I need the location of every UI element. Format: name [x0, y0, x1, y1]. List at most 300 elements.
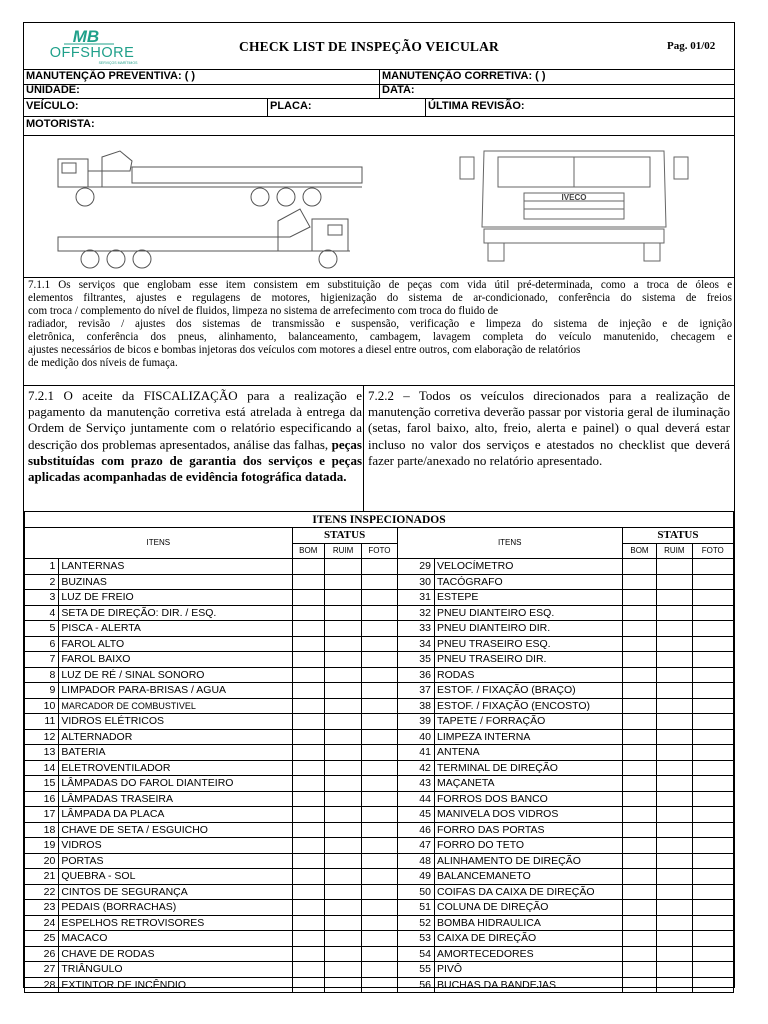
- item-name: FORRO DAS PORTAS: [434, 822, 622, 838]
- ruim-checkbox[interactable]: [657, 853, 692, 869]
- bom-checkbox[interactable]: [292, 822, 324, 838]
- item-number: 55: [397, 962, 434, 978]
- bom-checkbox[interactable]: [292, 962, 324, 978]
- foto-checkbox[interactable]: [362, 776, 397, 792]
- bom-checkbox[interactable]: [292, 760, 324, 776]
- foto-checkbox[interactable]: [692, 760, 734, 776]
- table-row: [25, 931, 734, 947]
- bom-checkbox[interactable]: [622, 962, 656, 978]
- ruim-checkbox[interactable]: [657, 745, 692, 761]
- item-name: TRIÂNGULO: [59, 962, 292, 978]
- ruim-checkbox[interactable]: [657, 605, 692, 621]
- bom-checkbox[interactable]: [292, 977, 324, 993]
- ruim-checkbox[interactable]: [657, 900, 692, 916]
- bom-checkbox[interactable]: [292, 807, 324, 823]
- item-name: PISCA - ALERTA: [59, 621, 292, 637]
- section-711-line: ajustes necessários de bicos e bombas injetoras dos veículos com motores a diesel entre outros, com elaboração de relatórios: [28, 344, 581, 356]
- item-number: 53: [397, 931, 434, 947]
- ruim-checkbox[interactable]: [324, 931, 361, 947]
- ruim-checkbox[interactable]: [657, 931, 692, 947]
- item-name: BUZINAS: [59, 574, 292, 590]
- table-row: [25, 698, 734, 714]
- ruim-checkbox[interactable]: [657, 667, 692, 683]
- bom-checkbox[interactable]: [622, 667, 656, 683]
- unit-field[interactable]: UNIDADE:: [26, 84, 80, 96]
- unit-date-row: [24, 84, 734, 99]
- foto-checkbox[interactable]: [692, 931, 734, 947]
- item-number: 1: [25, 559, 59, 575]
- table-row: [25, 822, 734, 838]
- item-number: 23: [25, 900, 59, 916]
- item-number: 17: [25, 807, 59, 823]
- ruim-checkbox[interactable]: [657, 884, 692, 900]
- ruim-checkbox[interactable]: [657, 807, 692, 823]
- bom-checkbox[interactable]: [622, 869, 656, 885]
- table-row: [25, 776, 734, 792]
- section-72: [24, 385, 734, 512]
- item-number: 33: [397, 621, 434, 637]
- item-name: LUZ DE FREIO: [59, 590, 292, 606]
- foto-checkbox[interactable]: [362, 900, 397, 916]
- bom-checkbox[interactable]: [622, 621, 656, 637]
- foto-checkbox[interactable]: [362, 807, 397, 823]
- bom-header: BOM: [292, 543, 324, 559]
- foto-checkbox[interactable]: [692, 776, 734, 792]
- table-row: [25, 652, 734, 668]
- ruim-checkbox[interactable]: [324, 652, 361, 668]
- ruim-checkbox[interactable]: [324, 946, 361, 962]
- section-711-line: eletrônica, conferência dos pneus, alinhamento, balanceamento, cambagem, lavagem completa do veículo manutenido, checagem e: [28, 331, 732, 343]
- item-name: TAPETE / FORRAÇÃO: [434, 714, 622, 730]
- bom-checkbox[interactable]: [292, 931, 324, 947]
- bom-checkbox[interactable]: [622, 853, 656, 869]
- foto-checkbox[interactable]: [692, 915, 734, 931]
- bom-checkbox[interactable]: [292, 590, 324, 606]
- foto-checkbox[interactable]: [692, 621, 734, 637]
- bom-checkbox[interactable]: [622, 977, 656, 993]
- ruim-checkbox[interactable]: [657, 946, 692, 962]
- item-name: MANIVELA DOS VIDROS: [434, 807, 622, 823]
- item-name: EXTINTOR DE INCÊNDIO: [59, 977, 292, 993]
- foto-header: FOTO: [362, 543, 397, 559]
- document-title: CHECK LIST DE INSPEÇÃO VEICULAR: [239, 39, 500, 54]
- ruim-checkbox[interactable]: [324, 915, 361, 931]
- ruim-checkbox[interactable]: [657, 729, 692, 745]
- bom-checkbox[interactable]: [292, 915, 324, 931]
- foto-checkbox[interactable]: [362, 838, 397, 854]
- ruim-checkbox[interactable]: [324, 822, 361, 838]
- item-number: 32: [397, 605, 434, 621]
- last-review-field[interactable]: ÚLTIMA REVISÃO:: [425, 98, 734, 116]
- item-number: 48: [397, 853, 434, 869]
- item-number: 52: [397, 915, 434, 931]
- bom-checkbox[interactable]: [292, 745, 324, 761]
- ruim-checkbox[interactable]: [657, 714, 692, 730]
- item-number: 41: [397, 745, 434, 761]
- ruim-checkbox[interactable]: [657, 590, 692, 606]
- bom-checkbox[interactable]: [622, 791, 656, 807]
- ruim-checkbox[interactable]: [657, 977, 692, 993]
- bom-checkbox[interactable]: [622, 776, 656, 792]
- plate-field[interactable]: PLACA:: [267, 98, 425, 116]
- bom-checkbox[interactable]: [622, 636, 656, 652]
- foto-checkbox[interactable]: [362, 559, 397, 575]
- item-name: CINTOS DE SEGURANÇA: [59, 884, 292, 900]
- bom-checkbox[interactable]: [622, 931, 656, 947]
- ruim-checkbox[interactable]: [324, 621, 361, 637]
- item-name: PNEU DIANTEIRO ESQ.: [434, 605, 622, 621]
- item-name: ALINHAMENTO DE DIREÇÃO: [434, 853, 622, 869]
- item-name: FAROL BAIXO: [59, 652, 292, 668]
- item-name: COIFAS DA CAIXA DE DIREÇÃO: [434, 884, 622, 900]
- bom-checkbox[interactable]: [622, 698, 656, 714]
- foto-checkbox[interactable]: [692, 729, 734, 745]
- table-row: [25, 869, 734, 885]
- foto-checkbox[interactable]: [692, 822, 734, 838]
- table-row: [25, 636, 734, 652]
- bom-checkbox[interactable]: [622, 605, 656, 621]
- foto-checkbox[interactable]: [362, 915, 397, 931]
- foto-checkbox[interactable]: [692, 838, 734, 854]
- item-number: 35: [397, 652, 434, 668]
- ruim-checkbox[interactable]: [324, 667, 361, 683]
- bom-checkbox[interactable]: [292, 714, 324, 730]
- item-number: 44: [397, 791, 434, 807]
- foto-checkbox[interactable]: [362, 652, 397, 668]
- bom-checkbox[interactable]: [622, 729, 656, 745]
- ruim-checkbox[interactable]: [324, 807, 361, 823]
- logo-text: OFFSHORE: [49, 45, 135, 61]
- item-name: CHAVE DE RODAS: [59, 946, 292, 962]
- foto-checkbox[interactable]: [692, 946, 734, 962]
- item-number: 4: [25, 605, 59, 621]
- bom-checkbox[interactable]: [292, 667, 324, 683]
- foto-checkbox[interactable]: [362, 698, 397, 714]
- foto-checkbox[interactable]: [692, 807, 734, 823]
- item-name: LÂMPADAS DO FAROL DIANTEIRO: [59, 776, 292, 792]
- table-row: [25, 838, 734, 854]
- table-row: [25, 605, 734, 621]
- item-number: 45: [397, 807, 434, 823]
- item-name: CHAVE DE SETA / ESGUICHO: [59, 822, 292, 838]
- bom-checkbox[interactable]: [622, 838, 656, 854]
- corrective-field[interactable]: MANUTENÇÃO CORRETIVA: ( ): [379, 69, 734, 84]
- ruim-checkbox[interactable]: [324, 745, 361, 761]
- ruim-checkbox[interactable]: [324, 760, 361, 776]
- ruim-checkbox[interactable]: [324, 869, 361, 885]
- item-number: 16: [25, 791, 59, 807]
- foto-checkbox[interactable]: [362, 683, 397, 699]
- bom-checkbox[interactable]: [622, 807, 656, 823]
- foto-checkbox[interactable]: [362, 636, 397, 652]
- ruim-checkbox[interactable]: [657, 683, 692, 699]
- table-row: [25, 760, 734, 776]
- item-name: VIDROS ELÉTRICOS: [59, 714, 292, 730]
- ruim-checkbox[interactable]: [324, 884, 361, 900]
- foto-checkbox[interactable]: [692, 869, 734, 885]
- item-name: AMORTECEDORES: [434, 946, 622, 962]
- item-name: BATERIA: [59, 745, 292, 761]
- table-row: [25, 915, 734, 931]
- ruim-checkbox[interactable]: [657, 838, 692, 854]
- item-name: PORTAS: [59, 853, 292, 869]
- foto-checkbox[interactable]: [362, 931, 397, 947]
- ruim-checkbox[interactable]: [324, 636, 361, 652]
- truck-side-drawings: [50, 137, 370, 275]
- ruim-checkbox[interactable]: [324, 962, 361, 978]
- item-number: 8: [25, 667, 59, 683]
- company-logo: [38, 26, 148, 66]
- bom-checkbox[interactable]: [292, 683, 324, 699]
- foto-checkbox[interactable]: [362, 791, 397, 807]
- table-row: [25, 667, 734, 683]
- ruim-checkbox[interactable]: [324, 559, 361, 575]
- ruim-checkbox[interactable]: [324, 900, 361, 916]
- ruim-checkbox[interactable]: [657, 574, 692, 590]
- item-name: BALANCEMANETO: [434, 869, 622, 885]
- foto-checkbox[interactable]: [362, 822, 397, 838]
- foto-checkbox[interactable]: [692, 559, 734, 575]
- item-number: 46: [397, 822, 434, 838]
- section-711-text: [28, 279, 732, 370]
- bom-checkbox[interactable]: [292, 791, 324, 807]
- item-name: ESTOF. / FIXAÇÃO (BRAÇO): [434, 683, 622, 699]
- ruim-checkbox[interactable]: [657, 559, 692, 575]
- foto-header: FOTO: [692, 543, 734, 559]
- bom-checkbox[interactable]: [292, 636, 324, 652]
- item-number: 38: [397, 698, 434, 714]
- ruim-header: RUIM: [324, 543, 361, 559]
- ruim-checkbox[interactable]: [324, 590, 361, 606]
- section-711-line: radiador, revisão / ajustes dos sistemas de transmissão e suspensão, verificação e limpeza do sistema de injeção e de ignição: [28, 318, 732, 330]
- table-row: [25, 853, 734, 869]
- foto-checkbox[interactable]: [692, 667, 734, 683]
- foto-checkbox[interactable]: [362, 590, 397, 606]
- foto-checkbox[interactable]: [362, 605, 397, 621]
- ruim-checkbox[interactable]: [324, 698, 361, 714]
- foto-checkbox[interactable]: [692, 853, 734, 869]
- section-722-text: 7.2.2 – Todos os veículos direcionados para a realização de manutenção corretiva deverão passar por vistoria geral de iluminação (setas, farol baixo, alto, freio, alerta e painel) o qual deverá estar incluso no valor dos serviços e atestados no checklist que deverá fazer parte/anexado no relatório apresentado.: [368, 388, 730, 468]
- bom-checkbox[interactable]: [292, 853, 324, 869]
- ruim-checkbox[interactable]: [657, 776, 692, 792]
- foto-checkbox[interactable]: [692, 605, 734, 621]
- foto-checkbox[interactable]: [362, 962, 397, 978]
- ruim-checkbox[interactable]: [324, 853, 361, 869]
- item-number: 47: [397, 838, 434, 854]
- item-number: 21: [25, 869, 59, 885]
- ruim-checkbox[interactable]: [657, 869, 692, 885]
- bom-checkbox[interactable]: [622, 652, 656, 668]
- item-number: 28: [25, 977, 59, 993]
- item-name: MAÇANETA: [434, 776, 622, 792]
- bom-checkbox[interactable]: [622, 574, 656, 590]
- item-name: RODAS: [434, 667, 622, 683]
- foto-checkbox[interactable]: [692, 791, 734, 807]
- truck-front-drawing: [454, 137, 694, 275]
- bom-checkbox[interactable]: [292, 729, 324, 745]
- item-name: LUZ DE RÉ / SINAL SONORO: [59, 667, 292, 683]
- ruim-checkbox[interactable]: [657, 791, 692, 807]
- foto-checkbox[interactable]: [692, 900, 734, 916]
- ruim-checkbox[interactable]: [324, 683, 361, 699]
- item-number: 49: [397, 869, 434, 885]
- foto-checkbox[interactable]: [692, 636, 734, 652]
- ruim-checkbox[interactable]: [657, 652, 692, 668]
- logo-mark: MB: [72, 27, 100, 46]
- foto-checkbox[interactable]: [362, 714, 397, 730]
- bom-checkbox[interactable]: [292, 698, 324, 714]
- ruim-checkbox[interactable]: [657, 636, 692, 652]
- driver-field[interactable]: MOTORISTA:: [26, 118, 95, 130]
- vehicle-images: [24, 135, 734, 278]
- ruim-checkbox[interactable]: [657, 915, 692, 931]
- foto-checkbox[interactable]: [362, 869, 397, 885]
- item-number: 22: [25, 884, 59, 900]
- bom-checkbox[interactable]: [622, 559, 656, 575]
- item-name: TACÓGRAFO: [434, 574, 622, 590]
- foto-checkbox[interactable]: [692, 590, 734, 606]
- bom-checkbox[interactable]: [292, 559, 324, 575]
- item-number: 26: [25, 946, 59, 962]
- item-name: ELETROVENTILADOR: [59, 760, 292, 776]
- ruim-checkbox[interactable]: [657, 822, 692, 838]
- ruim-checkbox[interactable]: [324, 977, 361, 993]
- bom-checkbox[interactable]: [622, 590, 656, 606]
- item-name: COLUNA DE DIREÇÃO: [434, 900, 622, 916]
- item-name: MARCADOR DE COMBUSTIVEL: [59, 698, 292, 714]
- ruim-checkbox[interactable]: [657, 962, 692, 978]
- ruim-checkbox[interactable]: [324, 791, 361, 807]
- item-number: 56: [397, 977, 434, 993]
- inspection-title: ITENS INSPECIONADOS: [25, 512, 734, 528]
- section-721-bold: peças substituídas com prazo de garantia dos serviços e peças aplicadas acompanhadas de evidência fotográfica datada.: [28, 436, 362, 485]
- item-name: FORROS DOS BANCO: [434, 791, 622, 807]
- item-name: VELOCÍMETRO: [434, 559, 622, 575]
- bom-checkbox[interactable]: [622, 946, 656, 962]
- foto-checkbox[interactable]: [362, 946, 397, 962]
- item-number: 29: [397, 559, 434, 575]
- item-name: ANTENA: [434, 745, 622, 761]
- table-row: [25, 884, 734, 900]
- status-header-right: STATUS: [622, 528, 733, 544]
- section-711-line: 7.1.1 Os serviços que englobam esse item consistem em substituição de peças com vida útil pré-determinada, como a troca de óleos e: [28, 279, 732, 291]
- foto-checkbox[interactable]: [362, 745, 397, 761]
- item-number: 24: [25, 915, 59, 931]
- bom-checkbox[interactable]: [622, 683, 656, 699]
- bom-checkbox[interactable]: [622, 745, 656, 761]
- item-number: 34: [397, 636, 434, 652]
- item-name: PIVÔ: [434, 962, 622, 978]
- ruim-checkbox[interactable]: [324, 729, 361, 745]
- bom-checkbox[interactable]: [622, 884, 656, 900]
- bom-checkbox[interactable]: [292, 574, 324, 590]
- foto-checkbox[interactable]: [692, 574, 734, 590]
- item-name: VIDROS: [59, 838, 292, 854]
- items-header-left: ITENS: [25, 528, 293, 559]
- ruim-checkbox[interactable]: [657, 760, 692, 776]
- ruim-checkbox[interactable]: [657, 698, 692, 714]
- item-number: 9: [25, 683, 59, 699]
- foto-checkbox[interactable]: [692, 745, 734, 761]
- item-name: ALTERNADOR: [59, 729, 292, 745]
- ruim-checkbox[interactable]: [324, 714, 361, 730]
- item-name: LIMPADOR PARA-BRISAS / AGUA: [59, 683, 292, 699]
- table-row: [25, 590, 734, 606]
- bom-checkbox[interactable]: [292, 776, 324, 792]
- ruim-checkbox[interactable]: [324, 776, 361, 792]
- ruim-checkbox[interactable]: [324, 605, 361, 621]
- maintenance-type-row: [24, 69, 734, 85]
- foto-checkbox[interactable]: [692, 683, 734, 699]
- date-field[interactable]: DATA:: [379, 84, 734, 98]
- vehicle-field[interactable]: VEÍCULO:: [26, 100, 79, 112]
- section-711-line: elementos filtrantes, ajustes e regulagens de motores, higienização do sistema de ar-condicionado, conferência do sistema de freios: [28, 292, 732, 304]
- bom-checkbox[interactable]: [622, 760, 656, 776]
- foto-checkbox[interactable]: [362, 667, 397, 683]
- ruim-checkbox[interactable]: [324, 838, 361, 854]
- foto-checkbox[interactable]: [692, 962, 734, 978]
- item-name: ESPELHOS RETROVISORES: [59, 915, 292, 931]
- foto-checkbox[interactable]: [362, 760, 397, 776]
- item-name: ESTOF. / FIXAÇÃO (ENCOSTO): [434, 698, 622, 714]
- foto-checkbox[interactable]: [362, 621, 397, 637]
- ruim-checkbox[interactable]: [657, 621, 692, 637]
- bom-checkbox[interactable]: [292, 884, 324, 900]
- bom-checkbox[interactable]: [292, 621, 324, 637]
- table-row: [25, 574, 734, 590]
- foto-checkbox[interactable]: [362, 977, 397, 993]
- status-header-left: STATUS: [292, 528, 397, 544]
- bom-checkbox[interactable]: [622, 822, 656, 838]
- foto-checkbox[interactable]: [362, 729, 397, 745]
- bom-checkbox[interactable]: [292, 838, 324, 854]
- foto-checkbox[interactable]: [362, 884, 397, 900]
- ruim-header: RUIM: [657, 543, 692, 559]
- bom-checkbox[interactable]: [292, 946, 324, 962]
- item-number: 19: [25, 838, 59, 854]
- foto-checkbox[interactable]: [692, 977, 734, 993]
- foto-checkbox[interactable]: [362, 853, 397, 869]
- foto-checkbox[interactable]: [692, 884, 734, 900]
- foto-checkbox[interactable]: [692, 698, 734, 714]
- foto-checkbox[interactable]: [362, 574, 397, 590]
- foto-checkbox[interactable]: [692, 652, 734, 668]
- item-name: QUEBRA - SOL: [59, 869, 292, 885]
- item-name: LÂMPADAS TRASEIRA: [59, 791, 292, 807]
- bom-checkbox[interactable]: [292, 652, 324, 668]
- item-number: 18: [25, 822, 59, 838]
- bom-checkbox[interactable]: [292, 605, 324, 621]
- bom-checkbox[interactable]: [292, 900, 324, 916]
- item-name: FAROL ALTO: [59, 636, 292, 652]
- table-row: [25, 745, 734, 761]
- item-number: 13: [25, 745, 59, 761]
- bom-checkbox[interactable]: [622, 915, 656, 931]
- item-number: 42: [397, 760, 434, 776]
- items-header-right: ITENS: [397, 528, 622, 559]
- ruim-checkbox[interactable]: [324, 574, 361, 590]
- bom-checkbox[interactable]: [622, 714, 656, 730]
- item-number: 54: [397, 946, 434, 962]
- preventive-field[interactable]: MANUTENÇÃO PREVENTIVA: ( ): [26, 70, 196, 82]
- item-name: PNEU DIANTEIRO DIR.: [434, 621, 622, 637]
- bom-checkbox[interactable]: [292, 869, 324, 885]
- foto-checkbox[interactable]: [692, 714, 734, 730]
- item-number: 15: [25, 776, 59, 792]
- item-name: BUCHAS DA BANDEJAS: [434, 977, 622, 993]
- bom-checkbox[interactable]: [622, 900, 656, 916]
- table-row: [25, 977, 734, 993]
